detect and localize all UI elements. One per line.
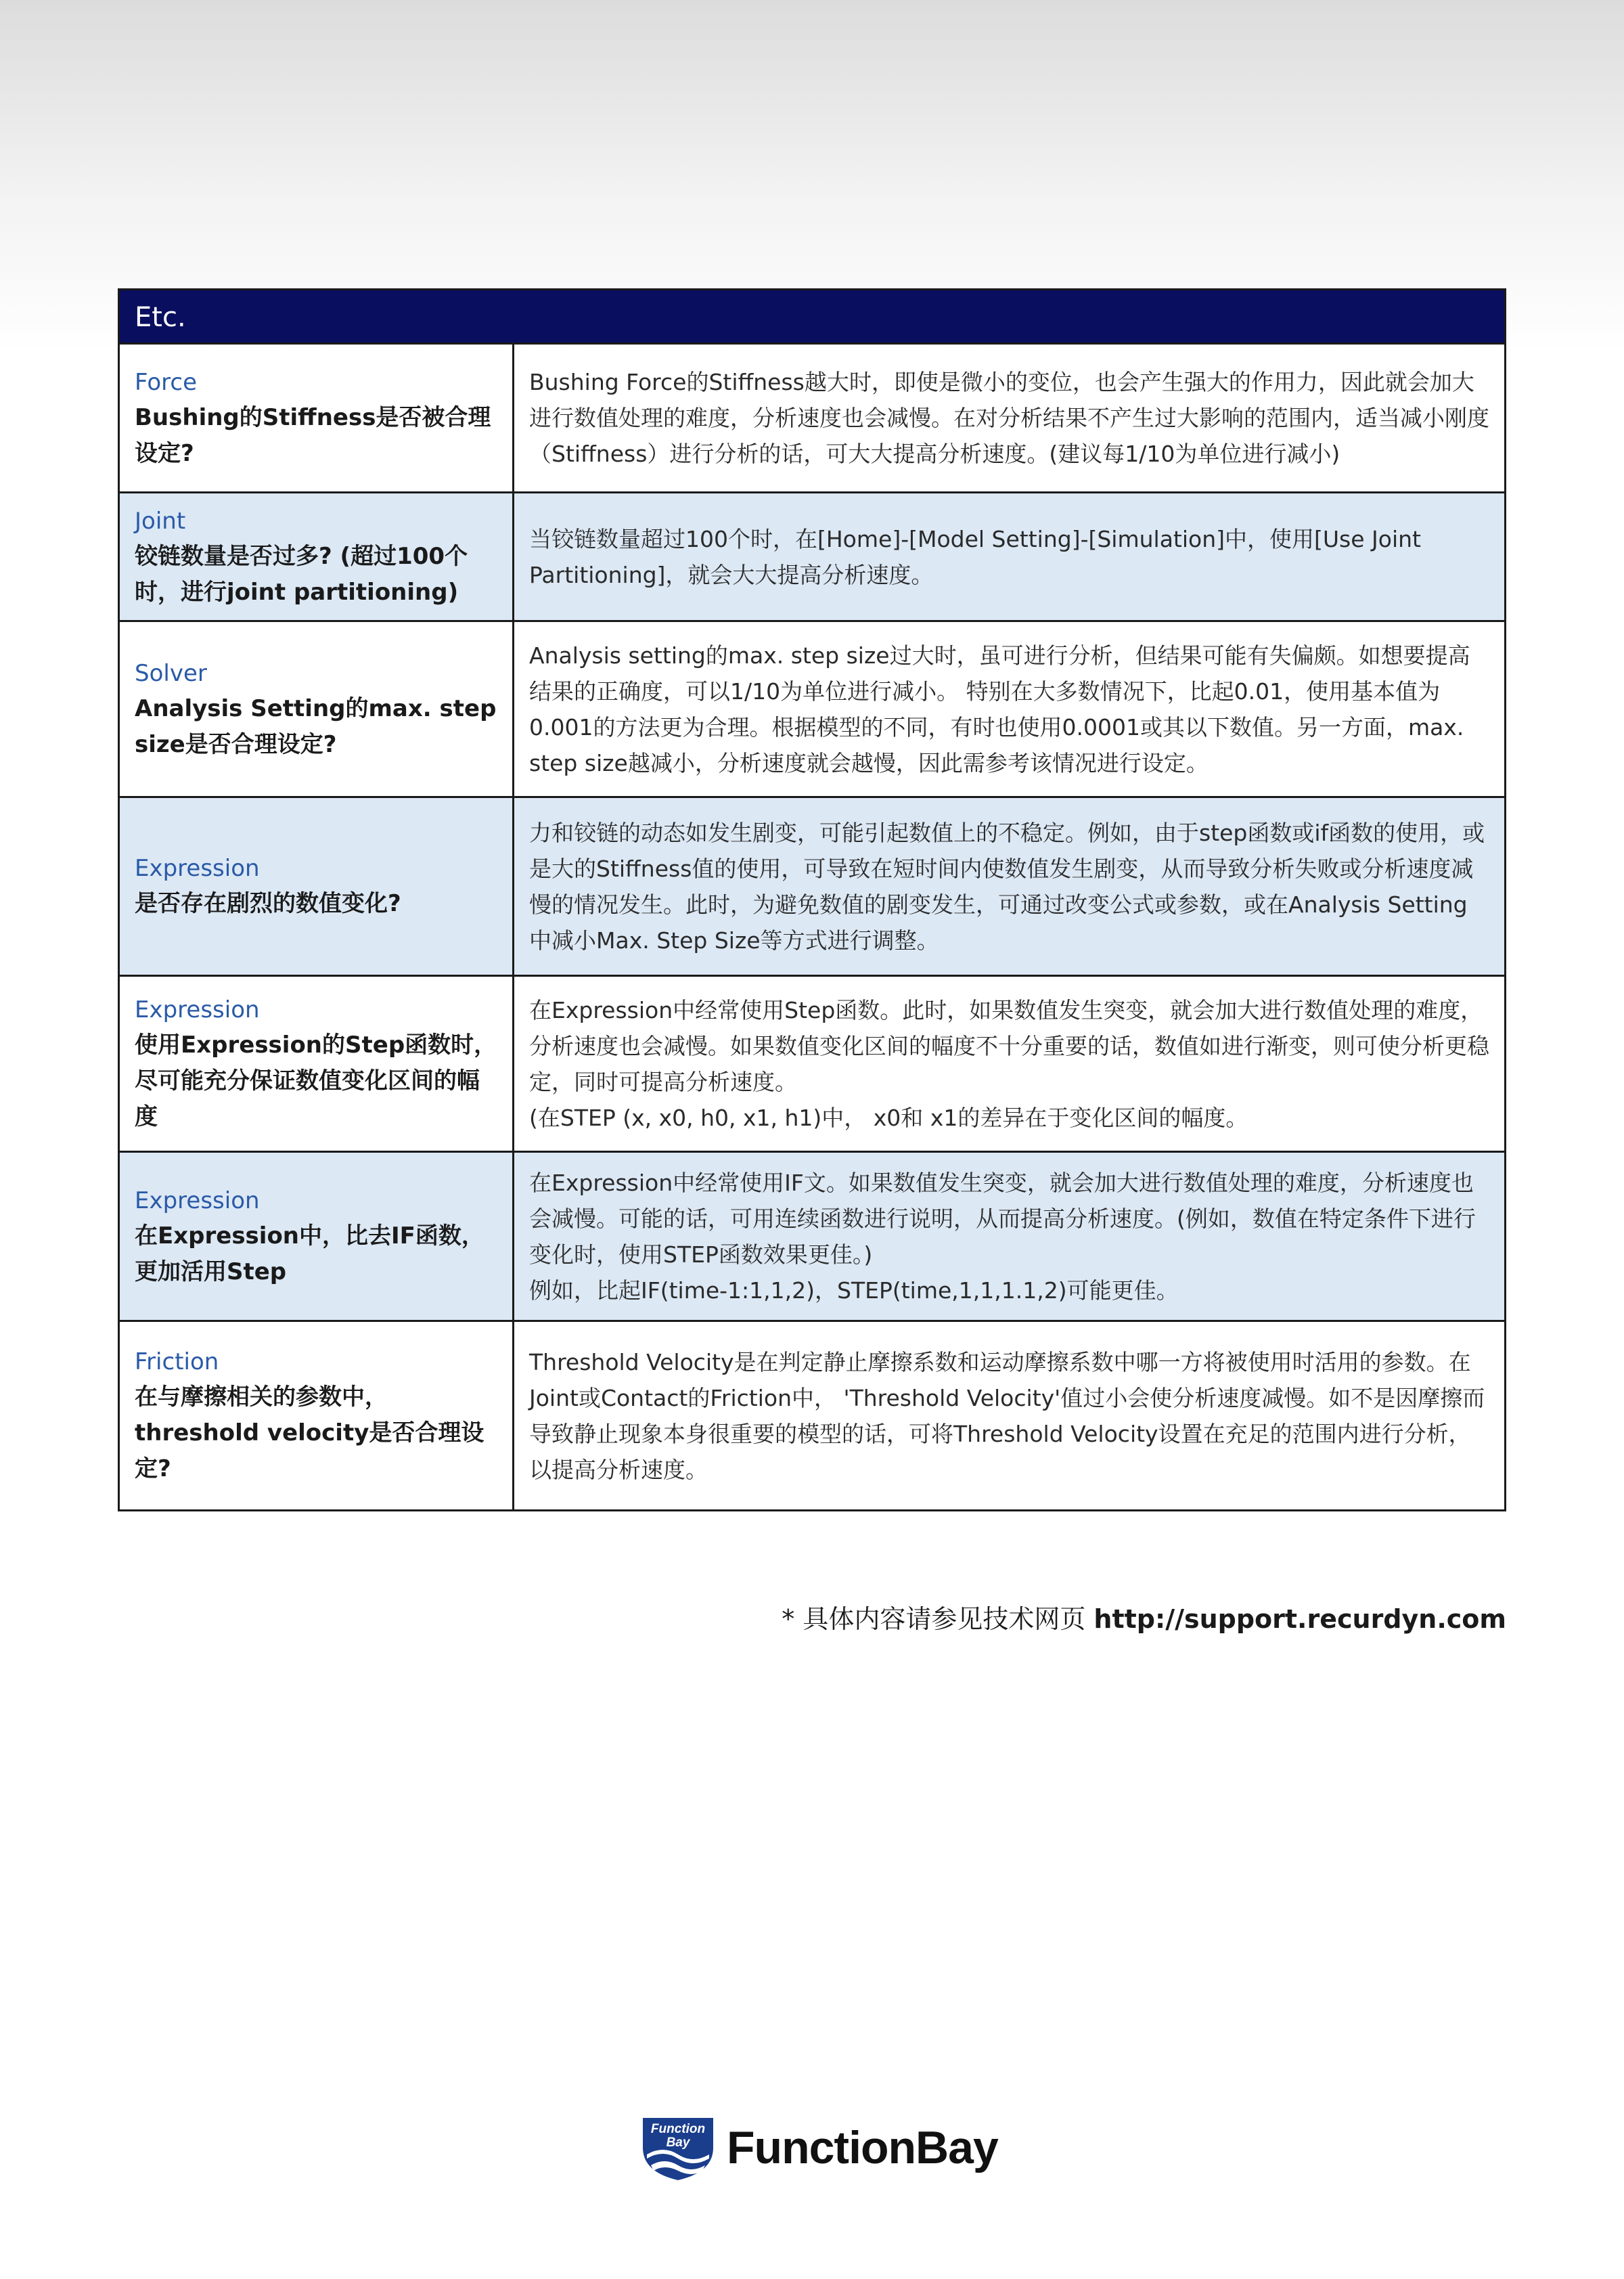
table-row-joint [120,493,1504,622]
footnote-text: * 具体内容请参见技术网页 [782,1604,1094,1634]
row-answer-cell [514,493,1504,620]
table-row-expression-3 [120,1153,1504,1322]
row-answer-text: 力和铰链的动态如发生剧变，可能引起数值上的不稳定。例如，由于step函数或if函数的使用，或是大的Stiffness值的使用，可导致在短时间内使数值发生剧变，从而导致分析失败或分析速度减慢的情况发生。此时，为避免数值的剧变发生，可通过改变公式或参数，或在Analysis Setting中减小Max. Step Size等方式进行调整。 [529,819,1485,954]
emblem-text-line2: Bay [666,2136,690,2150]
table-row-solver [120,622,1504,798]
row-answer-cell [514,977,1504,1151]
row-question: Analysis Setting的max. step size是否合理设定? [135,694,497,758]
row-answer-text: 当铰链数量超过100个时，在[Home]-[Model Setting]-[Simulation]中，使用[Use Joint Partitioning]，就会大大提高分析速度。 [529,525,1421,588]
row-topic-cell [120,977,514,1151]
row-question: 在与摩擦相关的参数中，threshold velocity是否合理设定? [135,1384,484,1482]
row-category: Expression [135,1187,260,1214]
row-answer-text: 例如，比起IF(time-1:1,1,2)，STEP(time,1,1,1.1,2)可能更佳。 [529,1277,1179,1304]
row-answer-cell [514,1322,1504,1509]
row-topic-cell [120,1322,514,1509]
row-category: Force [135,368,197,396]
row-question: 铰链数量是否过多? (超过100个时，进行joint partitioning) [135,542,468,606]
row-answer-text: Bushing Force的Stiffness越大时，即使是微小的变位，也会产生强大的作用力，因此就会加大进行数值处理的难度，分析速度也会减慢。在对分析结果不产生过大影响的范围内，适当减小刚度（Stiffness）进行分析的话，可大大提高分析速度。(建议每1/10为单位进行减小) [529,369,1489,467]
table-row-force [120,345,1504,493]
row-topic-cell [120,345,514,491]
row-question: Bushing的Stiffness是否被合理设定? [135,403,491,467]
support-link[interactable]: http://support.recurdyn.com [1093,1604,1506,1634]
row-topic-cell [120,798,514,975]
row-answer-text: Threshold Velocity是在判定静止摩擦系数和运动摩擦系数中哪一方将被使用时活用的参数。在Joint或Contact的Friction中， 'Threshold Velocity'值过小会使分析速度减慢。如不是因摩擦而导致静止现象本身很重要的模型的话，可将Threshold Velocity设置在充足的范围内进行分析，以提高分析速度。 [529,1348,1485,1483]
row-topic-cell [120,1153,514,1320]
row-answer-cell [514,345,1504,491]
row-category: Friction [135,1348,219,1375]
functionbay-logo [639,2110,998,2185]
table-row-friction [120,1322,1504,1509]
row-question: 是否存在剧烈的数值变化? [135,890,401,917]
row-question: 使用Expression的Step函数时，尽可能充分保证数值变化区间的幅度 [135,1032,497,1130]
table-header: Etc. [120,290,1504,345]
row-topic-cell [120,493,514,620]
row-category: Expression [135,855,260,882]
row-answer-text: 在Expression中经常使用IF文。如果数值发生突变，就会加大进行数值处理的难度，分析速度也会减慢。可能的话，可用连续函数进行说明，从而提高分析速度。(例如，数值在特定条件下进行变化时，使用STEP函数效果更佳。) [529,1169,1476,1268]
functionbay-emblem-icon [639,2114,717,2182]
row-answer-text: (在STEP (x, x0, h0, x1, h1)中， x0和 x1的差异在于变化区间的幅度。 [529,1104,1248,1131]
row-topic-cell [120,622,514,796]
row-answer-cell [514,622,1504,796]
row-category: Expression [135,996,260,1023]
brand-name: FunctionBay [727,2122,998,2173]
emblem-text-line1: Function [650,2122,706,2136]
row-category: Joint [135,507,186,535]
row-question: 在Expression中，比去IF函数，更加活用Step [135,1222,484,1285]
table-row-expression-1 [120,798,1504,977]
row-answer-text: Analysis setting的max. step size过大时，虽可进行分析，但结果可能有失偏颇。如想要提高结果的正确度，可以1/10为单位进行减小。 特别在大多数情况下，比起0.01，使用基本值为0.001的方法更为合理。根据模型的不同，有时也使用0.0001或其以下数值。另一方面，max. step size越减小，分析速度就会越慢，因此需参考该情况进行设定。 [529,642,1470,776]
row-category: Solver [135,659,207,687]
etc-table [118,288,1506,1511]
table-row-expression-2 [120,977,1504,1153]
row-answer-cell [514,798,1504,975]
row-answer-text: 在Expression中经常使用Step函数。此时，如果数值发生突变，就会加大进行数值处理的难度，分析速度也会减慢。如果数值变化区间的幅度不十分重要的话，数值如进行渐变，则可使分析更稳定，同时可提高分析速度。 [529,996,1489,1095]
row-answer-cell [514,1153,1504,1320]
footnote [744,1600,1506,1638]
